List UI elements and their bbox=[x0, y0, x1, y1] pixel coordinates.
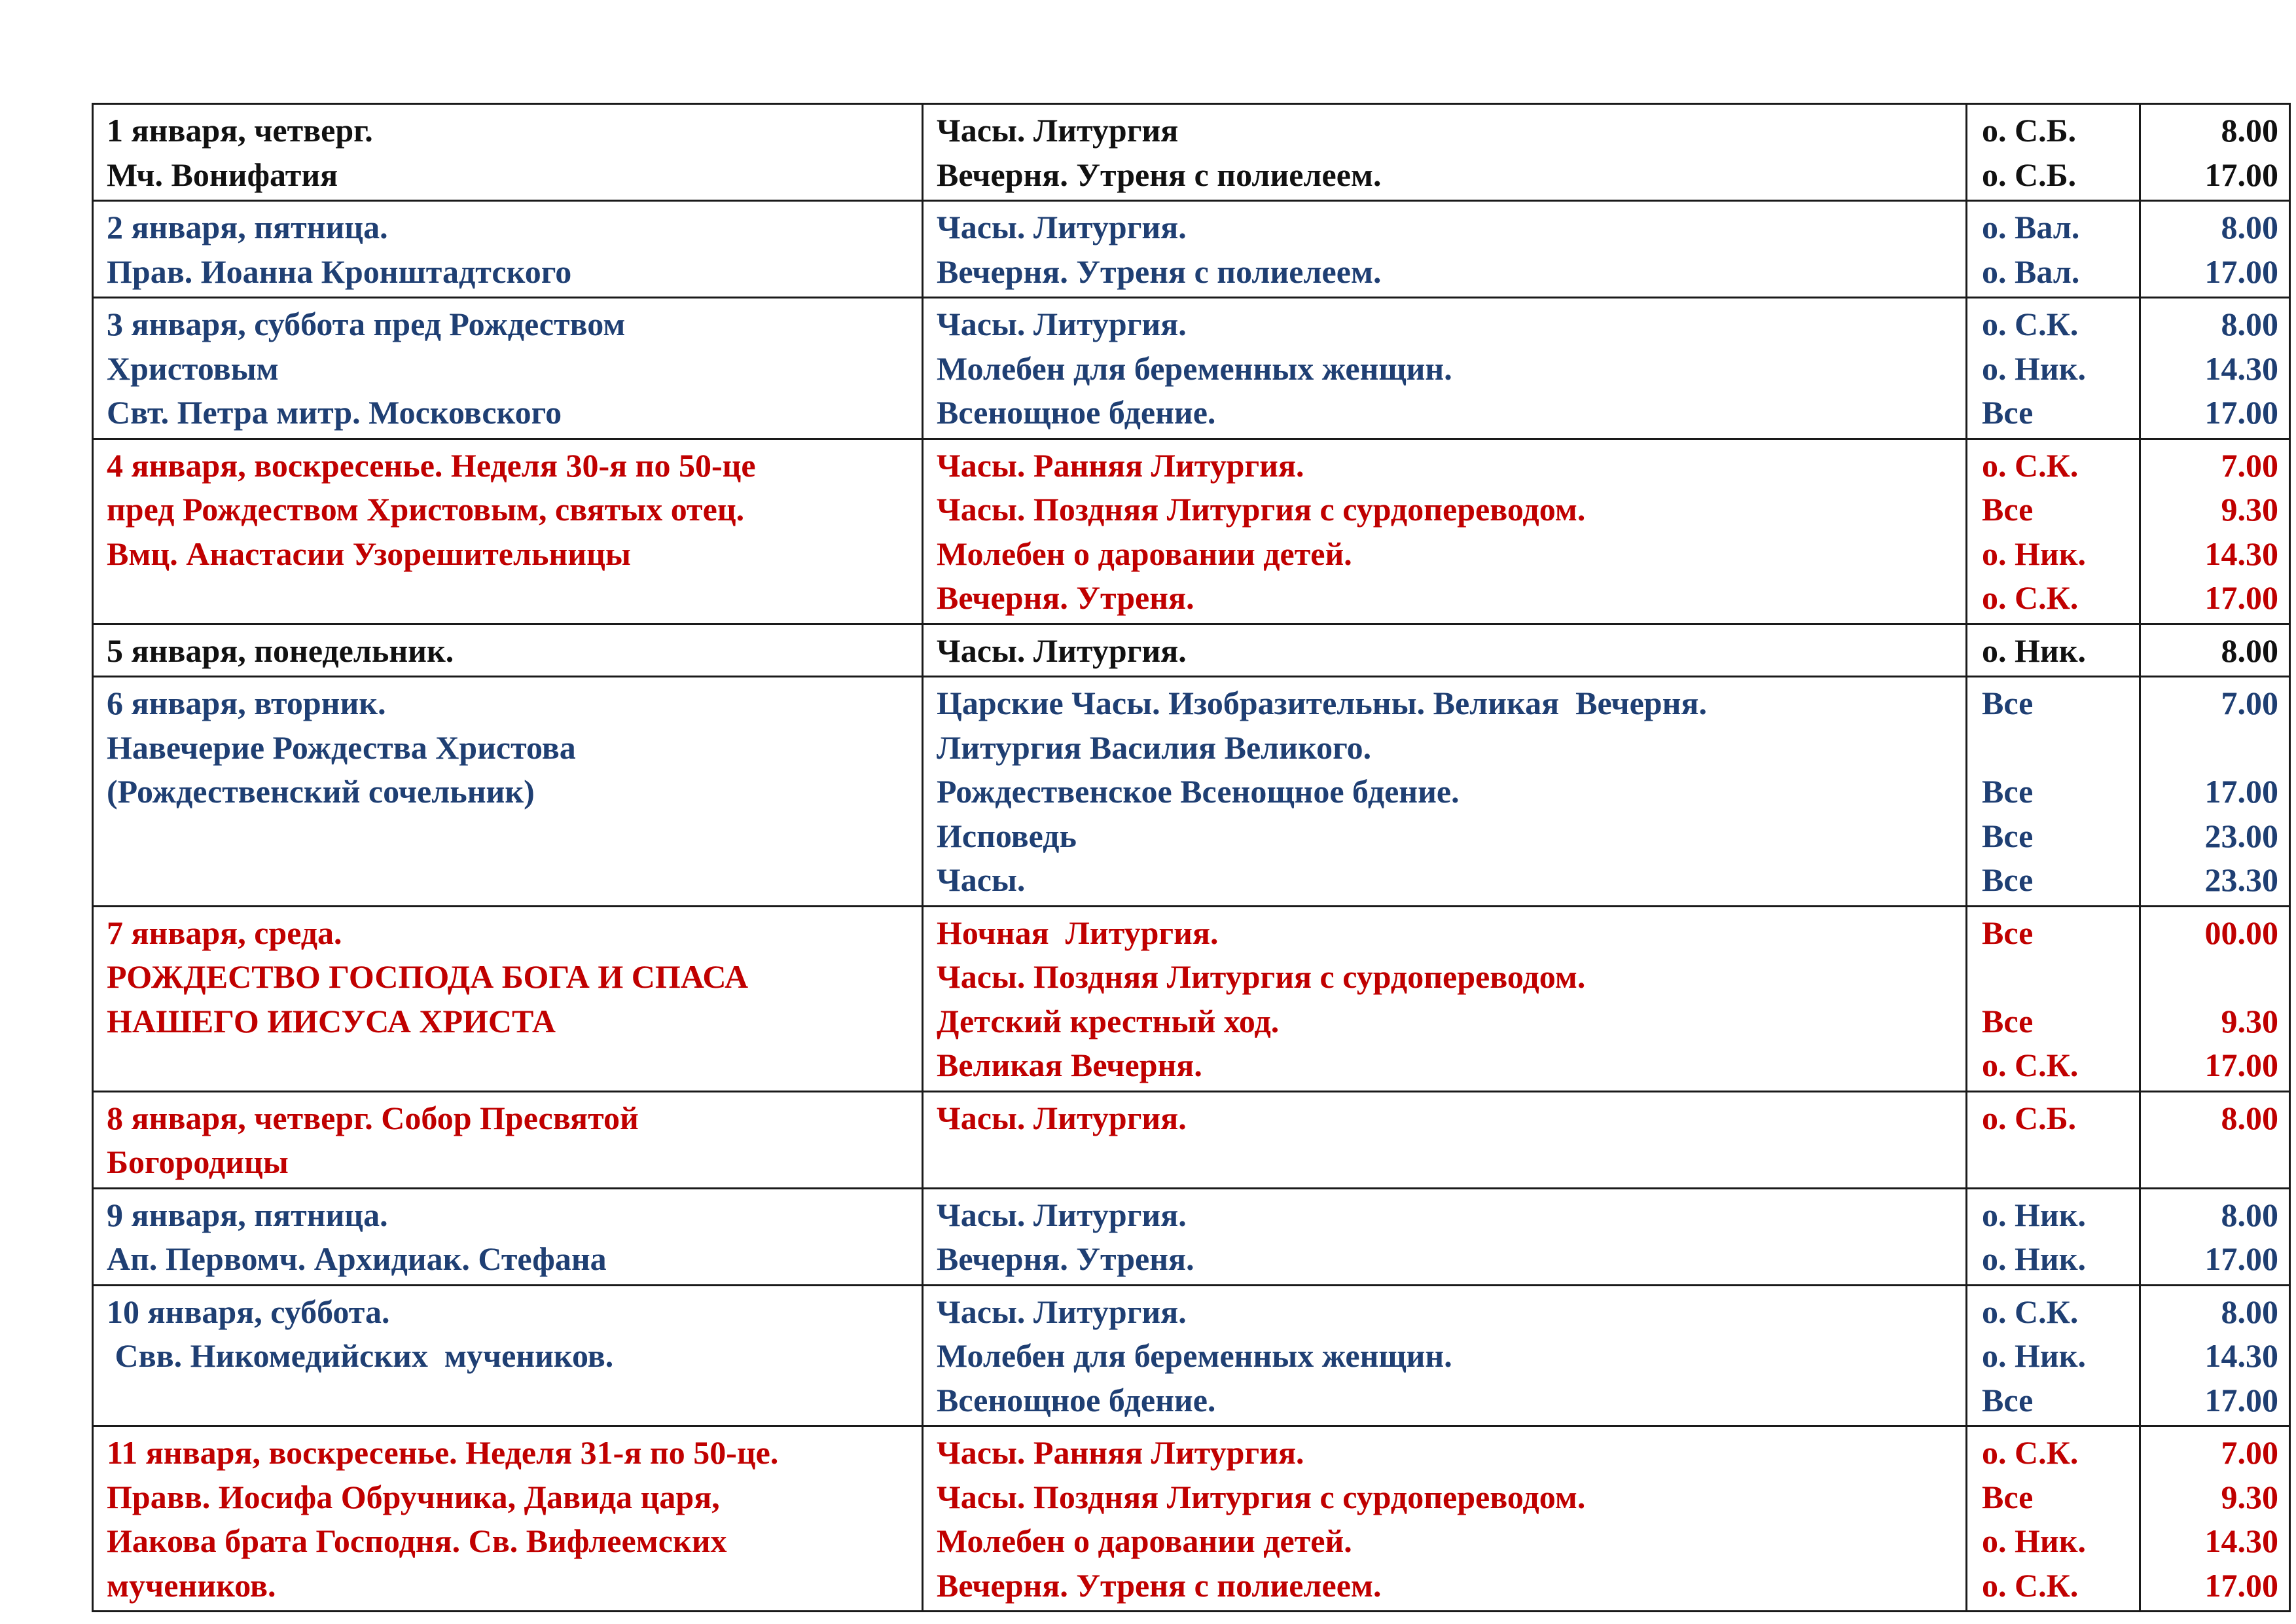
services-cell bbox=[923, 298, 1967, 439]
times-cell bbox=[2140, 439, 2290, 624]
time-line: 8.00 bbox=[2221, 112, 2278, 149]
services-cell bbox=[923, 1188, 1967, 1285]
service-line: Часы. Литургия. bbox=[937, 1293, 1187, 1330]
time-line bbox=[2154, 726, 2278, 770]
day-line: 2 января, пятница. bbox=[107, 209, 388, 245]
service-line: Исповедь bbox=[937, 817, 1077, 854]
day-line: 7 января, среда. bbox=[107, 914, 342, 951]
priest-line: о. Вал. bbox=[1982, 253, 2080, 290]
service-line: Литургия Василия Великого. bbox=[937, 729, 1372, 766]
time-line: 8.00 bbox=[2221, 1293, 2278, 1330]
service-line: Всенощное бдение. bbox=[937, 394, 1216, 431]
day-cell bbox=[93, 439, 923, 624]
service-line: Часы. Литургия. bbox=[937, 1099, 1187, 1136]
schedule-row bbox=[93, 201, 2290, 298]
time-line: 17.00 bbox=[2204, 156, 2278, 193]
time-line: 00.00 bbox=[2204, 914, 2278, 951]
services-cell bbox=[923, 1285, 1967, 1426]
day-cell bbox=[93, 906, 923, 1091]
service-line: Вечерня. Утреня с полиелеем. bbox=[937, 1566, 1382, 1604]
service-line: Часы. Ранняя Литургия. bbox=[937, 1434, 1304, 1471]
day-line: мучеников. bbox=[107, 1566, 276, 1604]
priest-line: о. Ник. bbox=[1982, 1337, 2087, 1374]
services-cell bbox=[923, 906, 1967, 1091]
day-line: 10 января, суббота. bbox=[107, 1293, 390, 1330]
services-cell bbox=[923, 677, 1967, 907]
priest-line: о. С.К. bbox=[1982, 579, 2079, 616]
day-line: 5 января, понедельник. bbox=[107, 632, 454, 669]
priest-line: Все bbox=[1982, 861, 2034, 898]
priest-line: о. Ник. bbox=[1982, 350, 2087, 387]
priest-line: о. Ник. bbox=[1982, 632, 2087, 669]
service-line: Часы. Поздняя Литургия с сурдопереводом. bbox=[937, 1478, 1586, 1515]
priest-line: Все bbox=[1982, 685, 2034, 721]
priest-line: Все bbox=[1982, 817, 2034, 854]
service-line: Всенощное бдение. bbox=[937, 1381, 1216, 1418]
day-cell bbox=[93, 298, 923, 439]
services-cell bbox=[923, 1091, 1967, 1188]
time-line: 8.00 bbox=[2221, 1196, 2278, 1233]
day-line: 11 января, воскресенье. Неделя 31-я по 50-це. bbox=[107, 1434, 779, 1471]
priests-cell bbox=[1967, 1091, 2140, 1188]
service-line: Детский крестный ход. bbox=[937, 1002, 1280, 1039]
priest-line: о. С.Б. bbox=[1982, 156, 2077, 193]
schedule-row bbox=[93, 1188, 2290, 1285]
day-line: Правв. Иосифа Обручника, Давида царя, bbox=[107, 1478, 720, 1515]
day-line: Прав. Иоанна Кронштадтского bbox=[107, 253, 572, 290]
times-cell bbox=[2140, 298, 2290, 439]
time-line: 17.00 bbox=[2204, 1566, 2278, 1604]
day-cell bbox=[93, 1188, 923, 1285]
time-line: 8.00 bbox=[2221, 632, 2278, 669]
time-line: 17.00 bbox=[2204, 773, 2278, 810]
schedule-row bbox=[93, 1426, 2290, 1612]
priest-line: Все bbox=[1982, 491, 2034, 528]
priest-line: Все bbox=[1982, 1381, 2034, 1418]
priests-cell bbox=[1967, 906, 2140, 1091]
time-line: 9.30 bbox=[2221, 1478, 2278, 1515]
service-line: Часы. Поздняя Литургия с сурдопереводом. bbox=[937, 491, 1586, 528]
day-cell bbox=[93, 201, 923, 298]
service-line: Часы. Литургия. bbox=[937, 632, 1187, 669]
day-line: Свв. Никомедийских мучеников. bbox=[107, 1337, 614, 1374]
time-line: 7.00 bbox=[2221, 446, 2278, 484]
priest-line: о. С.К. bbox=[1982, 1047, 2079, 1083]
priest-line: о. С.К. bbox=[1982, 1434, 2079, 1471]
day-line: Навечерие Рождества Христова bbox=[107, 729, 576, 766]
day-line: 1 января, четверг. bbox=[107, 112, 373, 149]
service-line: Часы. Литургия bbox=[937, 112, 1179, 149]
priest-line bbox=[1982, 955, 2126, 1000]
times-cell bbox=[2140, 677, 2290, 907]
time-line: 17.00 bbox=[2204, 1240, 2278, 1277]
services-cell bbox=[923, 1426, 1967, 1612]
day-line: Вмц. Анастасии Узорешительницы bbox=[107, 535, 631, 572]
priest-line: о. С.Б. bbox=[1982, 1099, 2077, 1136]
services-cell bbox=[923, 201, 1967, 298]
schedule-row bbox=[93, 439, 2290, 624]
time-line: 14.30 bbox=[2204, 350, 2278, 387]
day-line: 9 января, пятница. bbox=[107, 1196, 388, 1233]
schedule-table bbox=[92, 103, 2291, 1612]
schedule-row bbox=[93, 1285, 2290, 1426]
schedule-body bbox=[93, 104, 2290, 1612]
service-line: Часы. Литургия. bbox=[937, 306, 1187, 342]
service-line: Молебен для беременных женщин. bbox=[937, 350, 1452, 387]
priest-line: Все bbox=[1982, 394, 2034, 431]
priest-line: о. Ник. bbox=[1982, 1196, 2087, 1233]
service-line: Молебен о даровании детей. bbox=[937, 1523, 1352, 1559]
day-cell bbox=[93, 1091, 923, 1188]
time-line: 9.30 bbox=[2221, 491, 2278, 528]
times-cell bbox=[2140, 906, 2290, 1091]
priest-line: Все bbox=[1982, 1002, 2034, 1039]
priests-cell bbox=[1967, 1285, 2140, 1426]
priest-line: Все bbox=[1982, 914, 2034, 951]
day-line: НАШЕГО ИИСУСА ХРИСТА bbox=[107, 1002, 556, 1039]
time-line: 17.00 bbox=[2204, 1381, 2278, 1418]
priests-cell bbox=[1967, 1426, 2140, 1612]
priest-line: о. Ник. bbox=[1982, 535, 2087, 572]
priest-line: о. Ник. bbox=[1982, 1240, 2087, 1277]
service-line: Молебен о даровании детей. bbox=[937, 535, 1352, 572]
day-cell bbox=[93, 104, 923, 201]
time-line: 17.00 bbox=[2204, 579, 2278, 616]
priest-line bbox=[1982, 726, 2126, 770]
time-line: 14.30 bbox=[2204, 1523, 2278, 1559]
priests-cell bbox=[1967, 298, 2140, 439]
schedule-row bbox=[93, 1091, 2290, 1188]
day-cell bbox=[93, 1285, 923, 1426]
service-line: Великая Вечерня. bbox=[937, 1047, 1202, 1083]
services-cell bbox=[923, 624, 1967, 677]
day-line: Иакова брата Господня. Св. Вифлеемских bbox=[107, 1523, 727, 1559]
priests-cell bbox=[1967, 439, 2140, 624]
times-cell bbox=[2140, 1188, 2290, 1285]
services-cell bbox=[923, 104, 1967, 201]
times-cell bbox=[2140, 201, 2290, 298]
times-cell bbox=[2140, 104, 2290, 201]
priests-cell bbox=[1967, 624, 2140, 677]
service-line: Вечерня. Утреня. bbox=[937, 1240, 1194, 1277]
service-line: Часы. Поздняя Литургия с сурдопереводом. bbox=[937, 958, 1586, 995]
time-line: 8.00 bbox=[2221, 306, 2278, 342]
time-line: 17.00 bbox=[2204, 253, 2278, 290]
service-line: Молебен для беременных женщин. bbox=[937, 1337, 1452, 1374]
priest-line: о. Ник. bbox=[1982, 1523, 2087, 1559]
priest-line: о. С.К. bbox=[1982, 306, 2079, 342]
priest-line: Все bbox=[1982, 773, 2034, 810]
day-line: РОЖДЕСТВО ГОСПОДА БОГА И СПАСА bbox=[107, 958, 749, 995]
day-line: пред Рождеством Христовым, святых отец. bbox=[107, 491, 745, 528]
service-line: Часы. Литургия. bbox=[937, 209, 1187, 245]
day-line: 8 января, четверг. Собор Пресвятой bbox=[107, 1099, 639, 1136]
times-cell bbox=[2140, 1426, 2290, 1612]
time-line: 14.30 bbox=[2204, 1337, 2278, 1374]
service-line: Рождественское Всенощное бдение. bbox=[937, 773, 1460, 810]
service-line: Вечерня. Утреня. bbox=[937, 579, 1194, 616]
priest-line: о. С.Б. bbox=[1982, 112, 2077, 149]
time-line: 7.00 bbox=[2221, 685, 2278, 721]
day-line: Христовым bbox=[107, 350, 279, 387]
priests-cell bbox=[1967, 677, 2140, 907]
priest-line: о. С.К. bbox=[1982, 1566, 2079, 1604]
schedule-row bbox=[93, 104, 2290, 201]
service-line: Часы. Литургия. bbox=[937, 1196, 1187, 1233]
time-line: 17.00 bbox=[2204, 1047, 2278, 1083]
times-cell bbox=[2140, 624, 2290, 677]
times-cell bbox=[2140, 1285, 2290, 1426]
priest-line: о. С.К. bbox=[1982, 446, 2079, 484]
time-line: 8.00 bbox=[2221, 1099, 2278, 1136]
service-line: Часы. Ранняя Литургия. bbox=[937, 446, 1304, 484]
priests-cell bbox=[1967, 104, 2140, 201]
schedule-row bbox=[93, 624, 2290, 677]
priest-line: Все bbox=[1982, 1478, 2034, 1515]
service-line: Вечерня. Утреня с полиелеем. bbox=[937, 253, 1382, 290]
time-line: 8.00 bbox=[2221, 209, 2278, 245]
service-line: Ночная Литургия. bbox=[937, 914, 1219, 951]
services-cell bbox=[923, 439, 1967, 624]
times-cell bbox=[2140, 1091, 2290, 1188]
day-cell bbox=[93, 1426, 923, 1612]
time-line bbox=[2154, 955, 2278, 1000]
time-line: 7.00 bbox=[2221, 1434, 2278, 1471]
day-line: 4 января, воскресенье. Неделя 30-я по 50-це bbox=[107, 446, 756, 484]
day-line: Мч. Вонифатия bbox=[107, 156, 338, 193]
priests-cell bbox=[1967, 201, 2140, 298]
day-line: Ап. Первомч. Архидиак. Стефана bbox=[107, 1240, 607, 1277]
day-line: 6 января, вторник. bbox=[107, 685, 386, 721]
day-line: Свт. Петра митр. Московского bbox=[107, 394, 562, 431]
time-line: 23.00 bbox=[2204, 817, 2278, 854]
service-line: Часы. bbox=[937, 861, 1026, 898]
service-line: Вечерня. Утреня с полиелеем. bbox=[937, 156, 1382, 193]
schedule-row bbox=[93, 906, 2290, 1091]
day-cell bbox=[93, 677, 923, 907]
day-line: (Рождественский сочельник) bbox=[107, 773, 535, 810]
day-line: 3 января, суббота пред Рождеством bbox=[107, 306, 626, 342]
priest-line: о. С.К. bbox=[1982, 1293, 2079, 1330]
day-cell bbox=[93, 624, 923, 677]
schedule-row bbox=[93, 677, 2290, 907]
schedule-row bbox=[93, 298, 2290, 439]
time-line: 17.00 bbox=[2204, 394, 2278, 431]
priest-line: о. Вал. bbox=[1982, 209, 2080, 245]
time-line: 23.30 bbox=[2204, 861, 2278, 898]
time-line: 9.30 bbox=[2221, 1002, 2278, 1039]
time-line: 14.30 bbox=[2204, 535, 2278, 572]
service-line: Царские Часы. Изобразительны. Великая Вечерня. bbox=[937, 685, 1707, 721]
day-line: Богородицы bbox=[107, 1144, 289, 1180]
priests-cell bbox=[1967, 1188, 2140, 1285]
